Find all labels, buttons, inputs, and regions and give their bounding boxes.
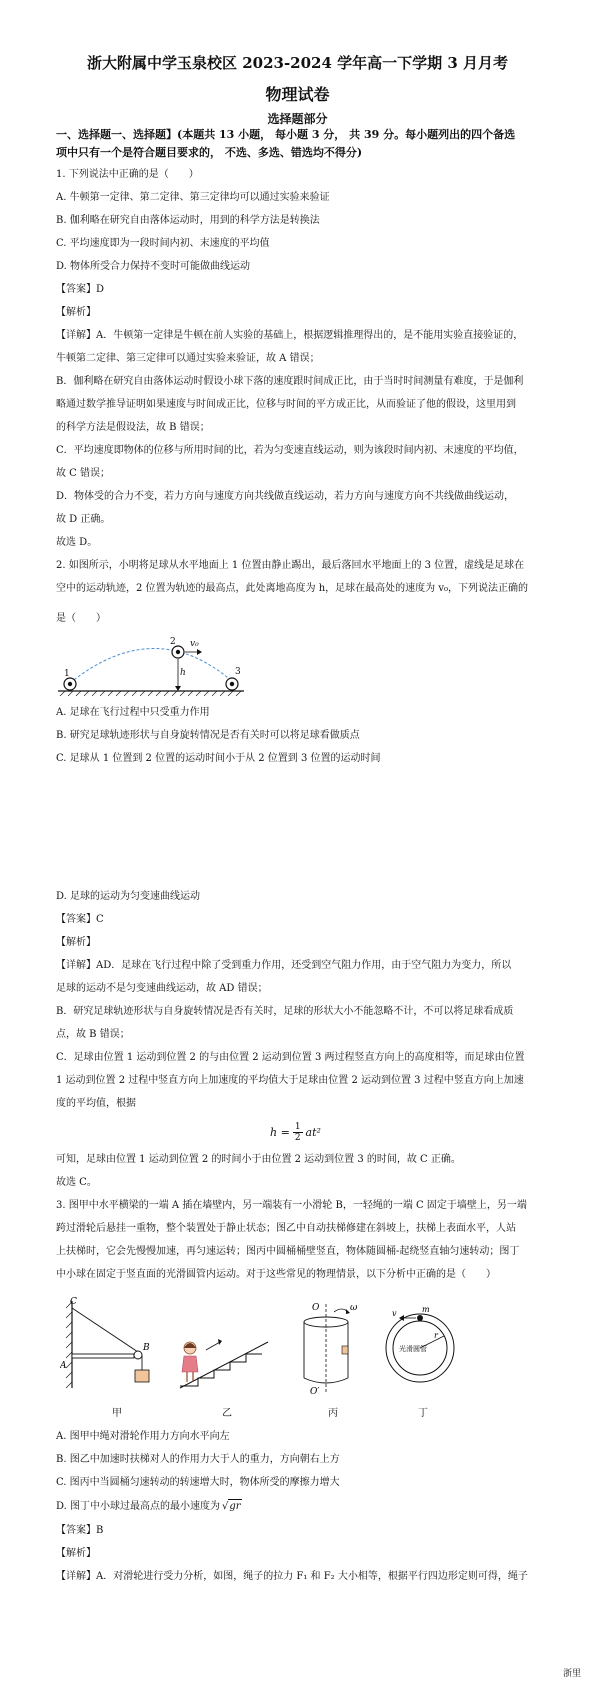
exam-title: 浙大附属中学玉泉校区 2023-2024 学年高一下学期 3 月月考	[86, 54, 509, 72]
q2-option-c: C. 足球从 1 位置到 2 位置的运动时间小于从 2 位置到 3 位置的运动时间	[56, 753, 381, 764]
section-heading-cont: 项中只有一个是符合题目要求的， 不选、多选、错选均不得分)	[56, 146, 363, 159]
q2-detail-9: 故选 C。	[56, 1177, 97, 1188]
label-h: h	[180, 668, 186, 678]
q3-figure-yi	[176, 1316, 276, 1396]
formula-numerator: 1	[294, 1121, 301, 1132]
q1-detail-2: 牛顿第二定律、第三定律可以通过实验来验证，故 A 错误；	[56, 353, 320, 364]
label-position-3: 3	[235, 667, 241, 677]
caption-ding: 丁	[418, 1408, 428, 1419]
q1-option-c: C. 平均速度即为一段时间内初、末速度的平均值	[56, 238, 270, 249]
q3-option-a: A. 图甲中绳对滑轮作用力方向水平向左	[56, 1431, 230, 1442]
q3-stem-3: 上扶梯时，它会先慢慢加速，再匀速运转；图丙中圆桶桶壁竖直，物体随圆桶-起绕竖直轴匀速转动；图丁	[56, 1246, 520, 1257]
q3-stem-4: 中小球在固定于竖直面的光滑圆管内运动。对于这些常见的物理情景，以下分析中正确的是（ ）	[56, 1269, 496, 1280]
label-m: m	[422, 1305, 430, 1314]
q3-option-c: C. 图丙中当圆桶匀速转动的转速增大时，物体所受的摩擦力增大	[56, 1477, 340, 1488]
label-c: C	[70, 1297, 77, 1307]
trajectory-curve	[70, 649, 234, 684]
acceleration-arrow	[206, 1342, 220, 1350]
label-omega: ω	[350, 1303, 358, 1313]
formula-denominator: 2	[294, 1132, 301, 1143]
caption-jia: 甲	[112, 1408, 122, 1419]
q1-detail-5: 的科学方法是假设法，故 B 错误；	[56, 422, 210, 433]
q1-detail-1: 【详解】A．牛顿第一定律是牛顿在前人实验的基础上，根据逻辑推理得出的，是不能用实验直接验证的，	[56, 330, 524, 341]
q2-trajectory-figure	[56, 632, 246, 696]
q1-stem: 1. 下列说法中正确的是（ ）	[56, 169, 199, 180]
q3-stem-1: 3. 图甲中水平横梁的一端 A 插在墙壁内，另一端装有一小滑轮 B，一轻绳的一端 C 固定于墙壁上，另一端	[56, 1200, 527, 1211]
q1-answer: 【答案】D	[56, 284, 105, 295]
q2-detail-5: C．足球由位置 1 运动到位置 2 的与由位置 2 运动到位置 3 两过程竖直方向上的高度相等，而足球由位置	[56, 1052, 525, 1063]
label-v: v	[392, 1309, 397, 1318]
q3-analysis-label: 【解析】	[56, 1548, 96, 1559]
q2-analysis-label: 【解析】	[56, 937, 96, 948]
q1-analysis-label: 【解析】	[56, 307, 96, 318]
q2-stem-1: 2. 如图所示，小明将足球从水平地面上 1 位置由静止踢出，最后落回水平地面上的 3 位置，虚线是足球在	[56, 560, 525, 571]
ground-hatch	[60, 691, 241, 696]
exam-subtitle: 物理试卷	[265, 85, 330, 104]
q3-figure-ding	[378, 1296, 458, 1396]
q2-formula	[270, 1118, 321, 1146]
label-b: B	[143, 1343, 150, 1353]
q2-option-a: A. 足球在飞行过程中只受重力作用	[56, 707, 210, 718]
section-heading: 一、选择题一、选择题】(本题共 13 小题， 每小题 3 分， 共 39 分。每小题列出的四个备选	[56, 128, 516, 141]
caption-bing: 丙	[328, 1408, 338, 1419]
q1-detail-4: 略通过数学推导证明如果速度与时间成正比，位移与时间的平方成正比，从而验证了他的假设，这里用到	[56, 399, 516, 410]
q2-detail-3: B．研究足球轨迹形状与自身旋转情况是否有关时，足球的形状大小不能忽略不计，不可以将足球看成质	[56, 1006, 514, 1017]
q2-detail-2: 足球的运动不是匀变速曲线运动，故 AD 错误；	[56, 983, 268, 994]
person-body	[182, 1356, 198, 1372]
q2-answer: 【答案】C	[56, 914, 104, 925]
q2-detail-1: 【详解】AD．足球在飞行过程中除了受到重力作用，还受到空气阻力作用，由于空气阻力为变力，所以	[56, 960, 512, 971]
q1-detail-8: D．物体受的合力不变，若力方向与速度方向共线做直线运动，若力方向与速度方向不共线做曲线运动，	[56, 491, 515, 502]
q3-answer: 【答案】B	[56, 1525, 104, 1536]
label-v0: v₀	[190, 639, 199, 649]
q3-figure-jia	[60, 1296, 160, 1396]
q3-option-d-text: D. 图丁中小球过最高点的最小速度为	[56, 1500, 221, 1512]
ball-top	[417, 1315, 423, 1321]
q2-option-d: D. 足球的运动为匀变速曲线运动	[56, 891, 201, 902]
label-position-1: 1	[64, 669, 70, 679]
q1-option-d: D. 物体所受合力保持不变时可能做曲线运动	[56, 261, 251, 272]
q2-detail-6: 1 运动到位置 2 过程中竖直方向上加速度的平均值大于足球由位置 2 运动到位置 3 过程中竖直方向上加速	[56, 1075, 524, 1086]
q3-stem-2: 跨过滑轮后悬挂一重物，整个装置处于静止状态；图乙中自动扶梯修建在斜坡上，扶梯上表面水平，人站	[56, 1223, 516, 1234]
q1-detail-3: B．伽利略在研究自由落体运动时假设小球下落的速度跟时间成正比，由于当时时间测量有难度，于是伽利	[56, 376, 524, 387]
q2-stem-2: 空中的运动轨迹，2 位置为轨迹的最高点，此处离地高度为 h，足球在最高处的速度为 v₀，下列说法正确的	[56, 583, 528, 594]
q1-detail-7: 故 C 错误；	[56, 468, 111, 479]
part-title: 选择题部分	[267, 112, 328, 126]
q2-detail-8: 可知，足球由位置 1 运动到位置 2 的时间小于由位置 2 运动到位置 3 的时间，故 C 正确。	[56, 1154, 461, 1165]
label-position-2: 2	[170, 637, 176, 647]
label-o: O	[312, 1303, 320, 1313]
q3-option-b: B. 图乙中加速时扶梯对人的作用力大于人的重力，方向朝右上方	[56, 1454, 340, 1465]
label-a: A	[60, 1361, 67, 1371]
sqrt-radicand: gr	[229, 1501, 241, 1512]
formula-fraction	[293, 1122, 303, 1143]
q3-figure-bing	[296, 1296, 366, 1396]
corner-watermark: 浙里	[562, 1669, 581, 1679]
q3-detail-1: 【详解】A．对滑轮进行受力分析，如图，绳子的拉力 F₁ 和 F₂ 大小相等，根据平行四边形定则可得，绳子	[56, 1571, 528, 1582]
label-o-prime: O′	[310, 1387, 320, 1396]
q1-detail-6: C．平均速度即物体的位移与所用时间的比，若为匀变速直线运动，则为该段时间内初、末速度的平均值，	[56, 445, 524, 456]
label-r: r	[434, 1331, 438, 1340]
formula-rhs: at²	[305, 1125, 321, 1139]
q1-detail-9: 故 D 正确。	[56, 514, 111, 525]
q1-option-b: B. 伽利略在研究自由落体运动时，用到的科学方法是转换法	[56, 215, 320, 226]
q2-stem-3: 是（ ）	[56, 613, 106, 624]
q2-option-b: B. 研究足球轨迹形状与自身旋转情况是否有关时可以将足球看做质点	[56, 730, 360, 741]
label-tube: 光滑圆管	[399, 1345, 427, 1353]
caption-yi: 乙	[222, 1408, 232, 1419]
q1-detail-10: 故选 D。	[56, 537, 98, 548]
q2-detail-4: 点，故 B 错误；	[56, 1029, 130, 1040]
q2-detail-7: 度的平均值，根据	[56, 1098, 136, 1109]
formula-lhs: h =	[270, 1125, 290, 1139]
q1-option-a: A. 牛顿第一定律、第二定律、第三定律均可以通过实验来验证	[56, 192, 330, 203]
q3-option-d	[56, 1499, 546, 1514]
sqrt-symbol: √	[222, 1500, 229, 1512]
